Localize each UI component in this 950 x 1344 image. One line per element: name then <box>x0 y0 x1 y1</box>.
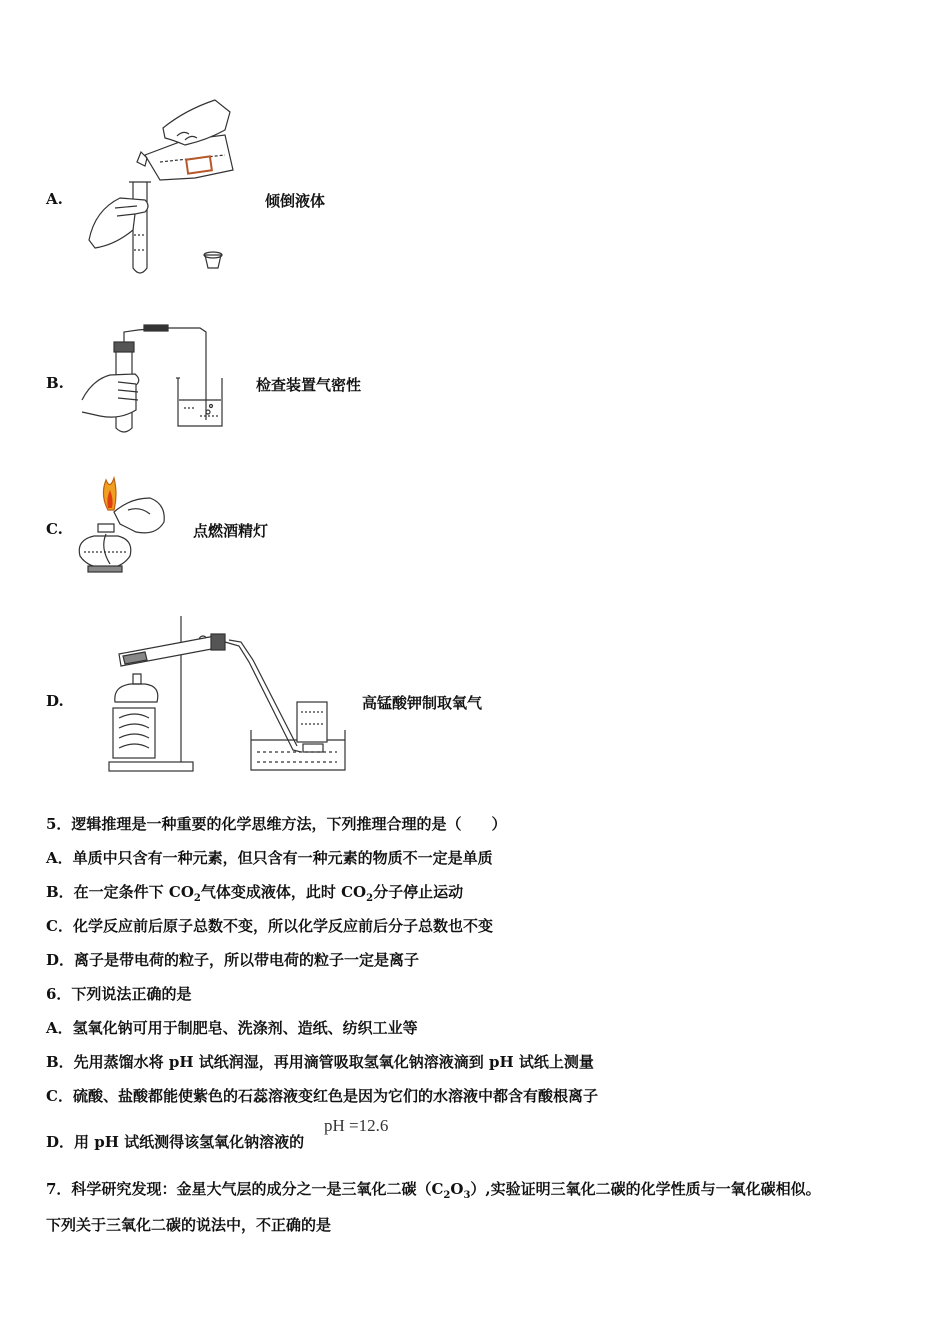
q5-b-mid: 气体变成液体，此时 CO <box>200 883 367 901</box>
q6-option-b: B．先用蒸馏水将 pH 试纸润湿，再用滴管吸取氢氧化钠溶液滴到 pH 试纸上测量 <box>46 1053 594 1071</box>
q7-stem-pre: 7．科学研究发现：金星大气层的成分之一是三氧化二碳（C <box>46 1180 444 1198</box>
option-a-caption: 倾倒液体 <box>265 192 326 210</box>
option-b-letter: B. <box>46 374 64 392</box>
option-d-letter: D. <box>46 692 64 710</box>
q7-line2: 下列关于三氧化二碳的说法中，不正确的是 <box>46 1216 332 1234</box>
q6-stem: 6．下列说法正确的是 <box>46 985 192 1003</box>
q5-option-d: D．离子是带电荷的粒子，所以带电荷的粒子一定是离子 <box>46 951 420 969</box>
q6-option-a: A．氢氧化钠可用于制肥皂、洗涤剂、造纸、纺织工业等 <box>46 1019 418 1037</box>
q5-stem: 5．逻辑推理是一种重要的化学思维方法，下列推理合理的是（ ） <box>46 815 507 833</box>
q7-sub-c: 2 <box>443 1190 451 1201</box>
q6-option-c: C．硫酸、盐酸都能使紫色的石蕊溶液变红色是因为它们的水溶液中都含有酸根离子 <box>46 1087 598 1105</box>
q5-b-sub2: 2 <box>366 893 374 904</box>
q5-option-b <box>46 881 463 904</box>
option-c-caption: 点燃酒精灯 <box>193 522 269 540</box>
q5-b-post: 分子停止运动 <box>373 883 464 901</box>
q6-option-d: D．用 pH 试纸测得该氢氧化钠溶液的 <box>46 1133 305 1151</box>
oxygen-preparation-illustration <box>105 612 350 777</box>
airtightness-check-illustration <box>80 320 230 435</box>
q6-ph-value: pH =12.6 <box>324 1116 389 1135</box>
q7-stem <box>46 1178 821 1201</box>
q5-b-pre: B．在一定条件下 CO <box>46 883 194 901</box>
pouring-liquid-illustration <box>85 100 245 280</box>
option-d-caption: 高锰酸钾制取氧气 <box>362 694 483 712</box>
q7-stem-post: ）,实验证明三氧化二碳的化学性质与一氧化碳相似。 <box>470 1180 821 1198</box>
q7-stem-o: O <box>450 1180 464 1198</box>
option-a-letter: A. <box>46 190 63 208</box>
q5-option-a: A．单质中只含有一种元素，但只含有一种元素的物质不一定是单质 <box>46 849 493 867</box>
q5-b-sub1: 2 <box>193 893 201 904</box>
alcohol-lamp-illustration <box>70 470 175 580</box>
option-c-letter: C. <box>46 520 63 538</box>
q7-sub-o: 3 <box>463 1190 471 1201</box>
option-b-caption: 检查装置气密性 <box>256 376 362 394</box>
q5-option-c: C．化学反应前后原子总数不变，所以化学反应前后分子总数也不变 <box>46 917 493 935</box>
